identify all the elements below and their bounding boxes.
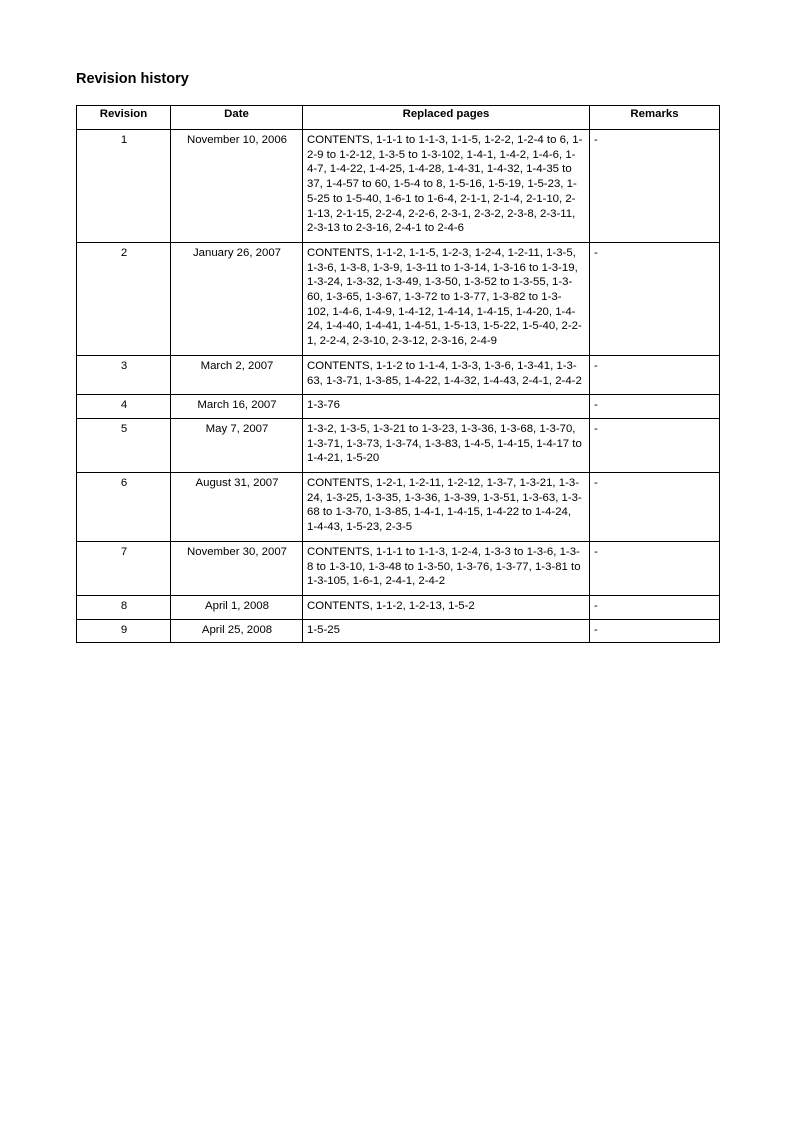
remarks-cell: - <box>590 355 720 394</box>
page-title: Revision history <box>76 71 189 87</box>
table-row <box>77 619 720 643</box>
header-replaced-pages: Replaced pages <box>303 106 590 130</box>
revision-cell: 7 <box>77 541 171 595</box>
remarks-cell: - <box>590 595 720 619</box>
remarks-cell: - <box>590 619 720 643</box>
replaced-pages-cell: 1-3-76 <box>303 395 590 419</box>
table-row <box>77 355 720 394</box>
replaced-pages-cell: CONTENTS, 1-1-2, 1-1-5, 1-2-3, 1-2-4, 1-2-11, 1-3-5, 1-3-6, 1-3-8, 1-3-9, 1-3-11 to 1-3-14, 1-3-16 to 1-3-19, 1-3-24, 1-3-32, 1-3-49, 1-3-50, 1-3-52 to 1-3-55, 1-3-60, 1-3-65, 1-3-67, 1-3-72 to 1-3-77, 1-3-82 to 1-3-102, 1-4-6, 1-4-9, 1-4-12, 1-4-14, 1-4-15, 1-4-20, 1-4-24, 1-4-40, 1-4-41, 1-4-51, 1-5-13, 1-5-22, 1-5-40, 2-2-1, 2-2-4, 2-3-10, 2-3-12, 2-3-16, 2-4-9 <box>303 242 590 355</box>
header-remarks: Remarks <box>590 106 720 130</box>
table-row <box>77 595 720 619</box>
replaced-pages-cell: 1-5-25 <box>303 619 590 643</box>
date-cell: April 1, 2008 <box>171 595 303 619</box>
date-cell: April 25, 2008 <box>171 619 303 643</box>
date-cell: January 26, 2007 <box>171 242 303 355</box>
revision-cell: 6 <box>77 473 171 542</box>
date-cell: August 31, 2007 <box>171 473 303 542</box>
remarks-cell: - <box>590 130 720 243</box>
revision-cell: 9 <box>77 619 171 643</box>
remarks-cell: - <box>590 395 720 419</box>
revision-cell: 1 <box>77 130 171 243</box>
date-cell: March 16, 2007 <box>171 395 303 419</box>
revision-cell: 5 <box>77 418 171 472</box>
revision-cell: 2 <box>77 242 171 355</box>
table-header-row <box>77 106 720 130</box>
remarks-cell: - <box>590 473 720 542</box>
table-row <box>77 418 720 472</box>
remarks-cell: - <box>590 418 720 472</box>
date-cell: March 2, 2007 <box>171 355 303 394</box>
revision-cell: 3 <box>77 355 171 394</box>
header-date: Date <box>171 106 303 130</box>
remarks-cell: - <box>590 541 720 595</box>
table-row <box>77 473 720 542</box>
replaced-pages-cell: CONTENTS, 1-2-1, 1-2-11, 1-2-12, 1-3-7, 1-3-21, 1-3-24, 1-3-25, 1-3-35, 1-3-36, 1-3-39, 1-3-51, 1-3-63, 1-3-68 to 1-3-70, 1-3-85, 1-4-1, 1-4-15, 1-4-22 to 1-4-24, 1-4-43, 1-5-23, 2-3-5 <box>303 473 590 542</box>
table-row <box>77 541 720 595</box>
replaced-pages-cell: CONTENTS, 1-1-1 to 1-1-3, 1-2-4, 1-3-3 to 1-3-6, 1-3-8 to 1-3-10, 1-3-48 to 1-3-50, 1-3-76, 1-3-77, 1-3-81 to 1-3-105, 1-6-1, 2-4-1, 2-4-2 <box>303 541 590 595</box>
replaced-pages-cell: CONTENTS, 1-1-1 to 1-1-3, 1-1-5, 1-2-2, 1-2-4 to 6, 1-2-9 to 1-2-12, 1-3-5 to 1-3-102, 1-4-1, 1-4-2, 1-4-6, 1-4-7, 1-4-22, 1-4-25, 1-4-28, 1-4-31, 1-4-32, 1-4-35 to 37, 1-4-57 to 60, 1-5-4 to 8, 1-5-16, 1-5-19, 1-5-23, 1-5-25 to 1-5-40, 1-6-1 to 1-6-4, 2-1-1, 2-1-4, 2-1-10, 2-1-13, 2-1-15, 2-2-4, 2-2-6, 2-3-1, 2-3-2, 2-3-8, 2-3-11, 2-3-13 to 2-3-16, 2-4-1 to 2-4-6 <box>303 130 590 243</box>
revision-cell: 4 <box>77 395 171 419</box>
replaced-pages-cell: CONTENTS, 1-1-2 to 1-1-4, 1-3-3, 1-3-6, 1-3-41, 1-3-63, 1-3-71, 1-3-85, 1-4-22, 1-4-32, 1-4-43, 2-4-1, 2-4-2 <box>303 355 590 394</box>
revision-cell: 8 <box>77 595 171 619</box>
table-row <box>77 130 720 243</box>
replaced-pages-cell: CONTENTS, 1-1-2, 1-2-13, 1-5-2 <box>303 595 590 619</box>
table-row <box>77 395 720 419</box>
revision-history-table <box>76 105 720 643</box>
date-cell: November 30, 2007 <box>171 541 303 595</box>
table-row <box>77 242 720 355</box>
remarks-cell: - <box>590 242 720 355</box>
replaced-pages-cell: 1-3-2, 1-3-5, 1-3-21 to 1-3-23, 1-3-36, 1-3-68, 1-3-70, 1-3-71, 1-3-73, 1-3-74, 1-3-83, 1-4-5, 1-4-15, 1-4-17 to 1-4-21, 1-5-20 <box>303 418 590 472</box>
date-cell: November 10, 2006 <box>171 130 303 243</box>
header-revision: Revision <box>77 106 171 130</box>
date-cell: May 7, 2007 <box>171 418 303 472</box>
